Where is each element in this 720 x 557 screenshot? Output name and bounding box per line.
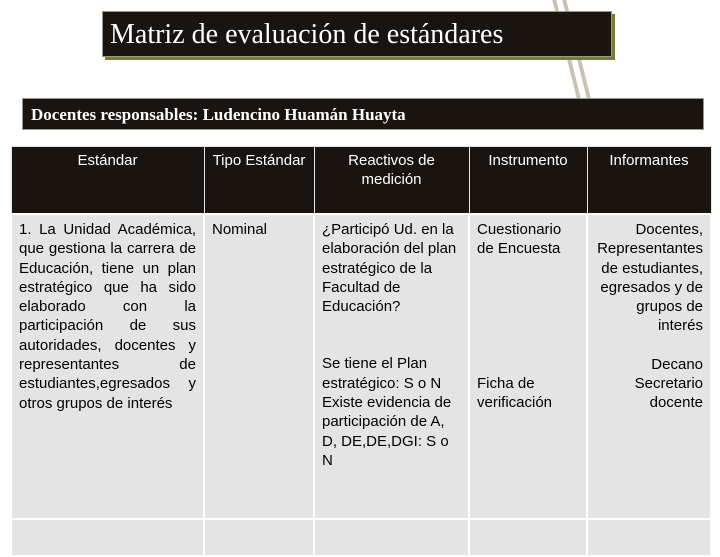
spacer	[595, 336, 703, 355]
empty-cell	[204, 519, 314, 556]
informants-group: Docentes, Representantes de estudiantes, egresados y de grupos de interés	[597, 221, 703, 335]
column-header-instrument: Instrumento	[469, 147, 587, 215]
empty-cell	[11, 519, 204, 556]
reagent-question: ¿Participó Ud. en la elaboración del plan estratégico de la Facultad de Educación?	[322, 221, 457, 316]
page-title: Matriz de evaluación de estándares	[102, 11, 612, 57]
spacer	[477, 259, 579, 374]
column-header-standard: Estándar	[11, 147, 204, 215]
table-row	[11, 519, 711, 556]
informants-officials: Decano Secretario docente	[634, 355, 703, 412]
instrument-checklist: Ficha de verificación	[477, 374, 553, 411]
table-header-row	[11, 147, 711, 215]
responsibles-name: Ludencino Huamán Huayta	[202, 105, 406, 124]
responsibles-label: Docentes responsables:	[31, 105, 199, 124]
cell-standard-type: Nominal	[204, 214, 314, 519]
column-header-informants: Informantes	[587, 147, 711, 215]
empty-cell	[314, 519, 469, 556]
instrument-survey: Cuestionario de Encuesta	[477, 221, 562, 258]
cell-standard: 1. La Unidad Académica, que gestiona la carrera de Educación, tiene un plan estratégico que ha sido elaborado con la participación de sus autoridades, docentes y representantes de estudiantes,egresados y otros grupos de interés	[11, 214, 204, 519]
table-row	[11, 214, 711, 519]
cell-instrument	[469, 214, 587, 519]
evaluation-matrix-table	[10, 146, 712, 557]
column-header-standard-type: Tipo Estándar	[204, 147, 314, 215]
cell-informants	[587, 214, 711, 519]
cell-reagents	[314, 214, 469, 519]
column-header-reagents: Reactivos de medición	[314, 147, 469, 215]
empty-cell	[469, 519, 587, 556]
empty-cell	[587, 519, 711, 556]
reagent-verification: Se tiene el Plan estratégico: S o N Existe evidencia de participación de A, D, DE,DE,DGI: S o N	[322, 355, 452, 469]
spacer	[322, 316, 461, 354]
responsibles-banner	[22, 98, 704, 130]
